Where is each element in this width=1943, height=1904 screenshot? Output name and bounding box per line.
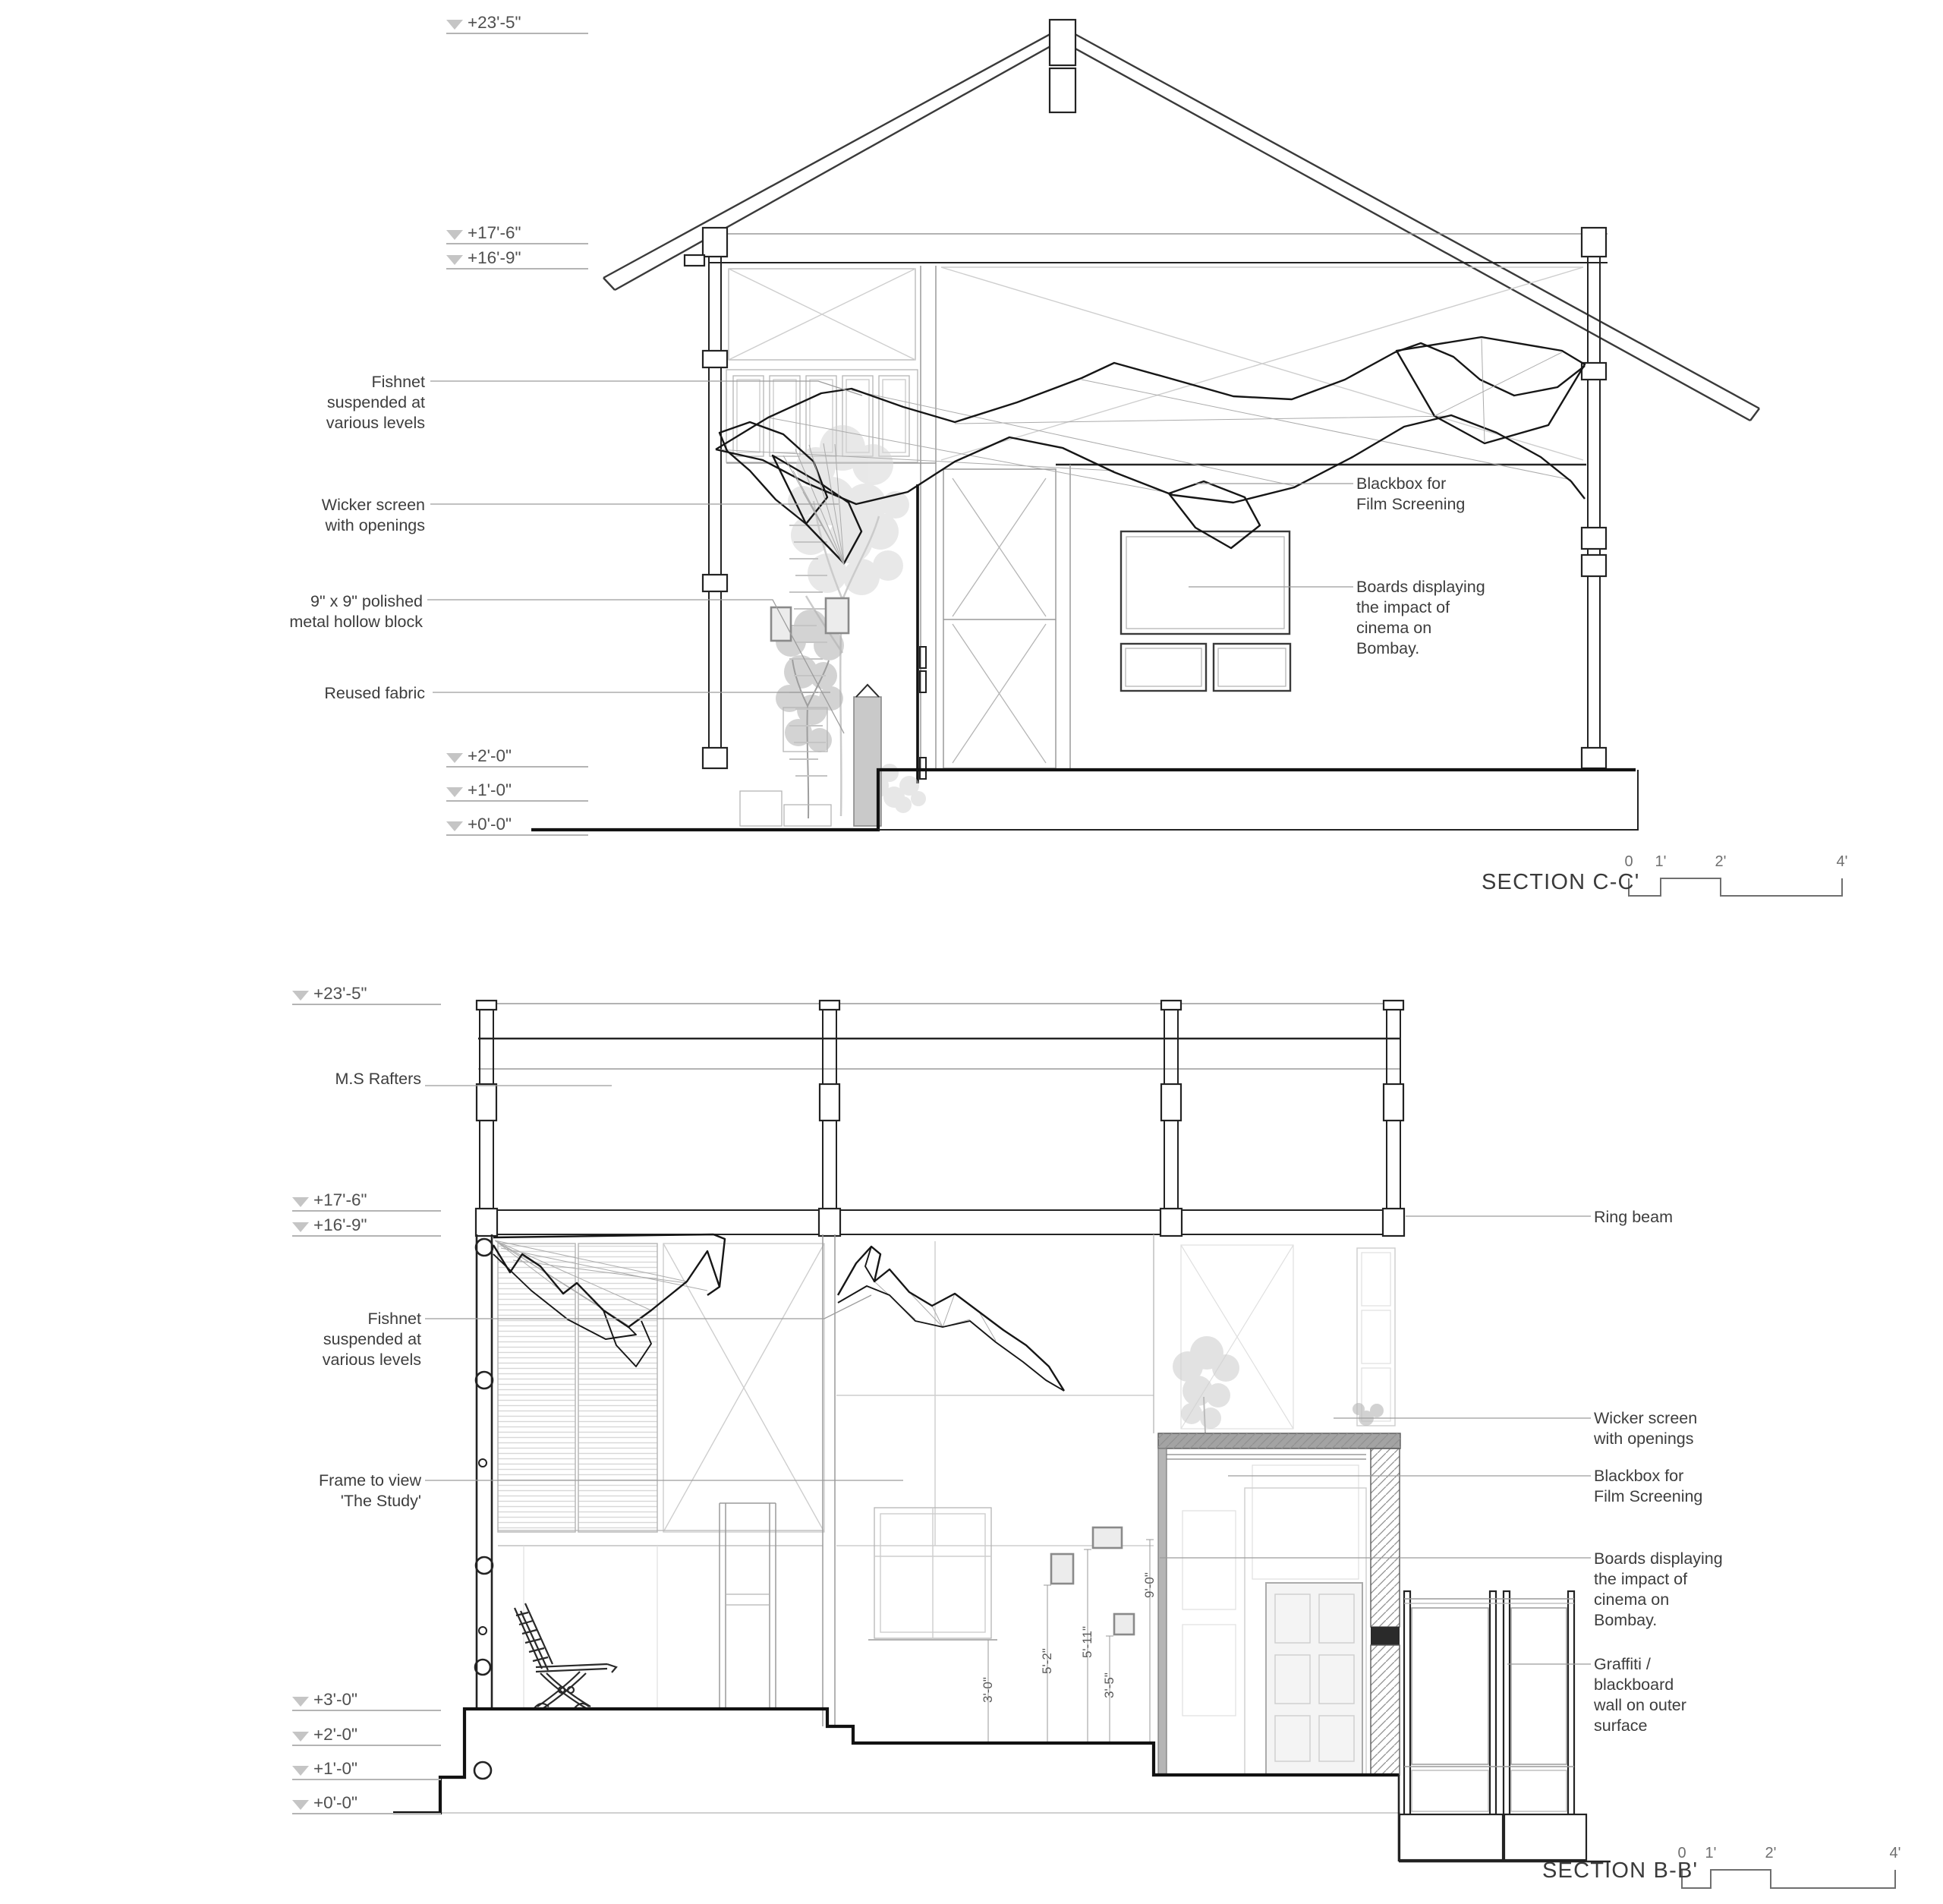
scale-tick: 4' <box>1889 1845 1901 1861</box>
dim-9-0: 9'-0" <box>1142 1572 1157 1598</box>
level-marker-icon <box>446 821 463 831</box>
label-cc-blackbox: Blackbox for Film Screening <box>1356 474 1466 513</box>
scale-tick: 1' <box>1655 853 1667 870</box>
cc-blackbox <box>1056 465 1586 768</box>
dim-3-5: 3'-5" <box>1102 1672 1116 1698</box>
bb-left-wall <box>474 1234 493 1779</box>
level-marker-icon <box>292 991 309 1001</box>
level-marker-icon <box>446 230 463 240</box>
cc-scale-bar <box>1629 878 1842 896</box>
label-bb-blackbox: Blackbox for Film Screening <box>1594 1467 1703 1505</box>
level-marker-icon <box>292 1222 309 1232</box>
level-marker-icon <box>446 753 463 763</box>
label-bb-frame-study: Frame to view 'The Study' <box>318 1471 421 1510</box>
cc-ring-beam <box>708 234 1608 263</box>
bb-scale-bar <box>1682 1870 1895 1888</box>
label-bb-graffiti: Graffiti / blackboard wall on outer surface <box>1594 1655 1686 1735</box>
level-marker-icon <box>446 787 463 797</box>
dim-3-0: 3'-0" <box>981 1677 995 1703</box>
bb-blackbox <box>1158 1433 1400 1775</box>
label-bb-wicker: Wicker screen with openings <box>1594 1409 1698 1448</box>
label-bb-ms-rafters: M.S Rafters <box>335 1070 421 1088</box>
level-marker-icon <box>292 1732 309 1742</box>
bb-roof-band <box>478 1004 1400 1069</box>
cc-roof <box>603 20 1759 421</box>
label-bb-fishnet: Fishnet suspended at various levels <box>322 1310 421 1369</box>
architectural-sections-sheet: +23'-5" +17'-6" +16'-9" +2'-0" +1'-0" +0'-0" Fishnet suspended at various levels Wicker screen with openings 9" x 9" polished metal hollow block Reused fabric Blackbox for Film Screening Boards displaying the impact of cinema on Bombay. SECTION C-C' 0 1' 2' 4' +23'-5" +17'-6" +16'-9" +3'-0" +2'-0" +1'-0" +0'-0" M.S Rafters Fishnet suspended at various levels Frame to view 'The Study' Ring beam Wicker screen with openings Blackbox for Film Screening Boards displaying the impact of cinema on Bombay. Graffiti / blackboard wall on outer surface 3'-0" 5'-2" 5'-11" 3'-5" 9'-0" SECTION B-B' 0 1' 2' 4' <box>0 0 1943 1904</box>
bb-graffiti-structure <box>1400 1591 1586 1860</box>
label-cc-wicker: Wicker screen with openings <box>321 496 425 534</box>
level-marker-icon <box>292 1697 309 1707</box>
cc-floor <box>531 770 1638 830</box>
scale-tick: 0 <box>1677 1845 1686 1861</box>
label-cc-boards: Boards displaying the impact of cinema on Bombay. <box>1356 578 1485 657</box>
section-cc-title: SECTION C-C' <box>1482 870 1640 894</box>
label-cc-fishnet: Fishnet suspended at various levels <box>326 373 425 432</box>
label-bb-ring-beam: Ring beam <box>1594 1208 1673 1226</box>
cc-screen-board <box>918 484 926 783</box>
dim-5-11: 5'-11" <box>1080 1625 1094 1659</box>
label-cc-metal-block: 9" x 9" polished metal hollow block <box>289 592 423 631</box>
level-marker-icon <box>292 1800 309 1810</box>
bb-fishnet-right <box>838 1247 1064 1391</box>
scale-tick: 2' <box>1715 853 1727 870</box>
bb-columns <box>477 1001 1403 1212</box>
label-bb-boards: Boards displaying the impact of cinema on Bombay. <box>1594 1549 1723 1629</box>
section-bb-title: SECTION B-B' <box>1542 1858 1699 1883</box>
label-cc-reused-fabric: Reused fabric <box>324 684 425 702</box>
scale-tick: 1' <box>1705 1845 1717 1861</box>
dim-5-2: 5'-2" <box>1040 1648 1054 1674</box>
level-marker-icon <box>292 1197 309 1207</box>
level-marker-icon <box>446 255 463 265</box>
bb-ring-beam <box>475 1209 1404 1236</box>
level-marker-icon <box>446 20 463 30</box>
bb-tree <box>1173 1336 1384 1433</box>
bb-chair <box>515 1603 616 1708</box>
level-marker-icon <box>292 1766 309 1776</box>
scale-tick: 4' <box>1836 853 1848 870</box>
scale-tick: 2' <box>1765 1845 1777 1861</box>
scale-tick: 0 <box>1624 853 1633 870</box>
bb-study-frame <box>720 1503 776 1709</box>
bb-window <box>868 1508 997 1640</box>
